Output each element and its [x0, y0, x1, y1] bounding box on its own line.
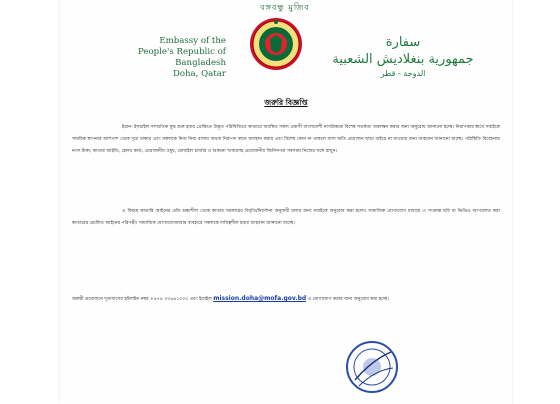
- document-page: [60, 0, 512, 404]
- header-top-script: বঙ্গবন্ধু মুজিব: [260, 3, 310, 12]
- notice-title: জরুরি বিজ্ঞপ্তি: [264, 98, 308, 107]
- embassy-en-line3: Doha, Qatar: [172, 69, 226, 79]
- embassy-en-line1: Embassy of the: [159, 36, 226, 46]
- contact-prefix: জরুরী প্রয়োজনে দূতাবাসের হটলাইন নম্বর +৯৭৪ ৩৩৬৬১০০০ এবং ইমেইল: [72, 297, 212, 302]
- embassy-ar-line3: الدوحة - قطر: [380, 69, 426, 78]
- embassy-name-arabic: [320, 34, 486, 80]
- embassy-ar-line1: سفارة: [385, 35, 421, 50]
- embassy-en-line2: People's Republic of Bangladesh: [138, 47, 226, 68]
- notice-paragraph-1: ইরান- ইসরাইল সাম্প্রতিক যুদ্ধ শুরু হবার প্রেক্ষিতে উদ্ভূত পরিস্থিতিতে কাতারে অবস্থিত সকল প্রবাসী বাংলাদেশী নাগরিককে বিশেষ সতর্কতা অবলম্বন করার জন্য অনুরোধ জানানো হচ্ছে। নিরাপত্তার স্বার্থে সবাইকে সামরিক স্থাপনার আশপাশ থেকে দূরে থাকার এবং সকলকে নিজ নিজ বাসায় অথবা নিরাপদ স্থানে অবস্থান করার এবং বিশেষ কোন না থাকলে বাসা অতি প্রয়োজন ছাড়া বাইরে না যাওয়ার জন্য আহবান জানানো যাচ্ছে। পরিস্থিতি বিবেচনায় নগদ টাকা, কাতার আইডি, হেলথ কার্ড, প্রয়োজনীয় ওষুধ, মোবাইল চার্জার ও শুকনো খাবারসহ প্রয়োজনীয় জিনিসপত্র সবসময় নিজের সঙ্গে রাখুন।: [72, 125, 500, 155]
- notice-paragraph-3: [72, 293, 500, 306]
- bangladesh-emblem-icon: [249, 17, 303, 71]
- embassy-ar-line2: جمهورية بنغلاديش الشعبية: [332, 52, 474, 67]
- email-link[interactable]: mission.doha@mofa.gov.bd: [213, 295, 307, 302]
- notice-paragraph-2: এ বিষয়ে কাতারি আইনের প্রতি শ্রদ্ধাশীল থেকে কাতার সরকারের বিবৃতি/নির্দেশনা অনুযায়ী চলার জন্য সবাইকে অনুরোধ করা হলো। সামাজিক যোগাযোগ মাধ্যমে এ সংক্রান্ত ছবি বা ভিডিও আপলোড করা কাতারের প্রচলিত আইনের পরিপন্থী। সামাজিক যোগাযোগমাধ্যম ব্যবহারে সকলকে দায়িত্বশীল হবার আহবান জানানো যাচ্ছে।: [72, 209, 500, 227]
- embassy-name-english: [98, 36, 226, 80]
- contact-suffix: এ যোগাযোগ করার জন্য অনুরোধ করা হচ্ছে।: [307, 297, 390, 302]
- seal-stamp-icon: [345, 340, 399, 394]
